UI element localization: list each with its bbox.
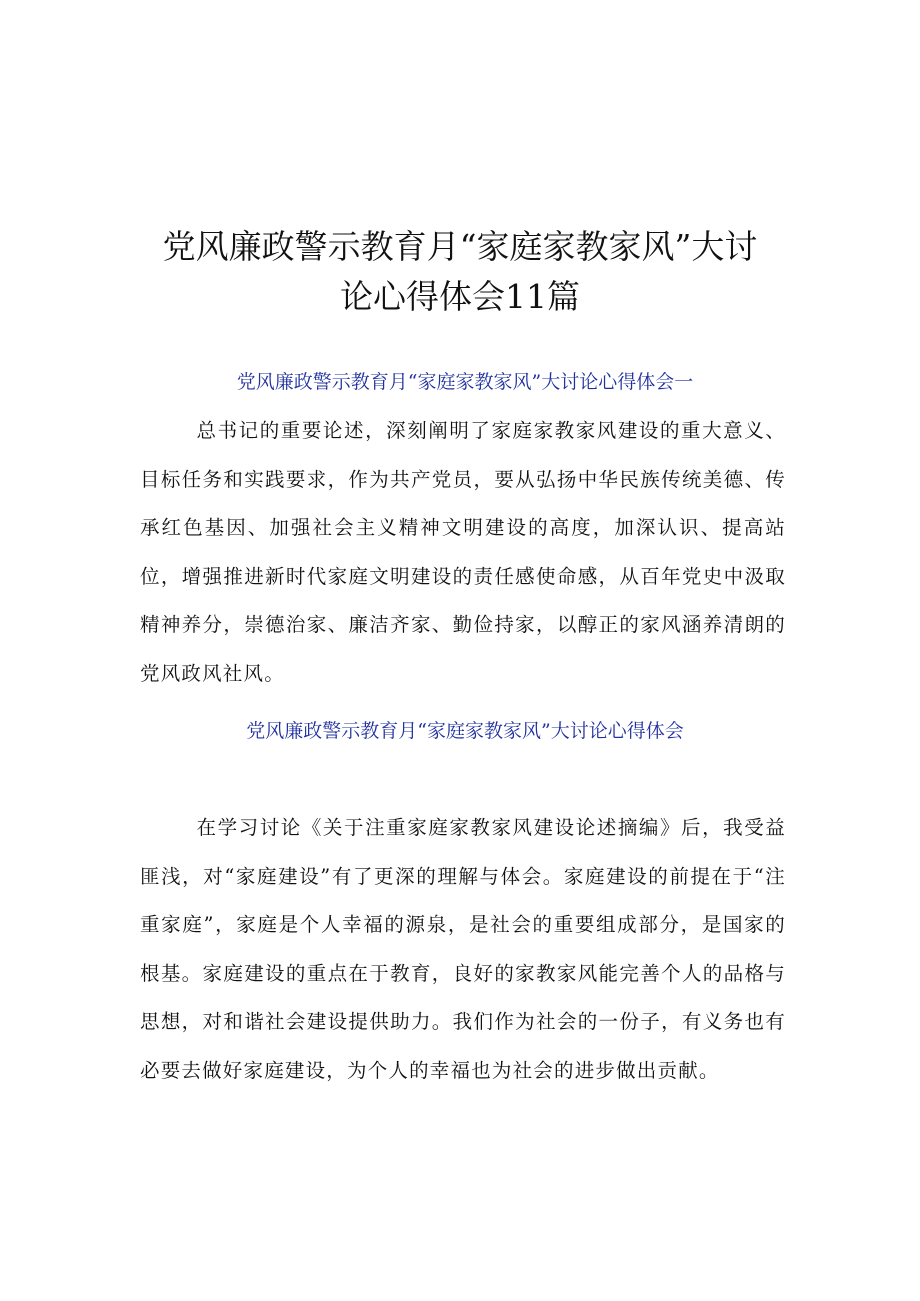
section-heading-2: 党风廉政警示教育月“家庭家教家风”大讨论心得体会 — [246, 720, 684, 742]
section-body-2: 在学习讨论《关于注重家庭家教家风建设论述摘编》后，我受益匪浅，对“家庭建设”有了更深的理解与体会。家庭建设的前提在于“注重家庭”，家庭是个人幸福的源泉，是社会的重要组成部分，是国家的根基。家庭建设的重点在于教育，良好的家教家风能完善个人的品格与思想，对和谐社会建设提供助力。我们作为社会的一份子，有义务也有必要去做好家庭建设，为个人的幸福也为社会的进步做出贡献。 — [140, 816, 786, 1082]
section-heading-1: 党风廉政警示教育月“家庭家教家风”大讨论心得体会一 — [236, 371, 694, 393]
document-title-line-2: 论心得体会11篇 — [340, 277, 580, 316]
section-body-1: 总书记的重要论述，深刻阐明了家庭家教家风建设的重大意义、目标任务和实践要求，作为共产党员，要从弘扬中华民族传统美德、传承红色基因、加强社会主义精神文明建设的高度，加深认识、提高站位，增强推进新时代家庭文明建设的责任感使命感，从百年党史中汲取精神养分，崇德治家、廉洁齐家、勤俭持家，以醇正的家风涵养清朗的党风政风社风。 — [140, 419, 786, 685]
document-title-line-1: 党风廉政警示教育月“家庭家教家风”大讨 — [162, 227, 758, 266]
document-title — [130, 222, 790, 322]
